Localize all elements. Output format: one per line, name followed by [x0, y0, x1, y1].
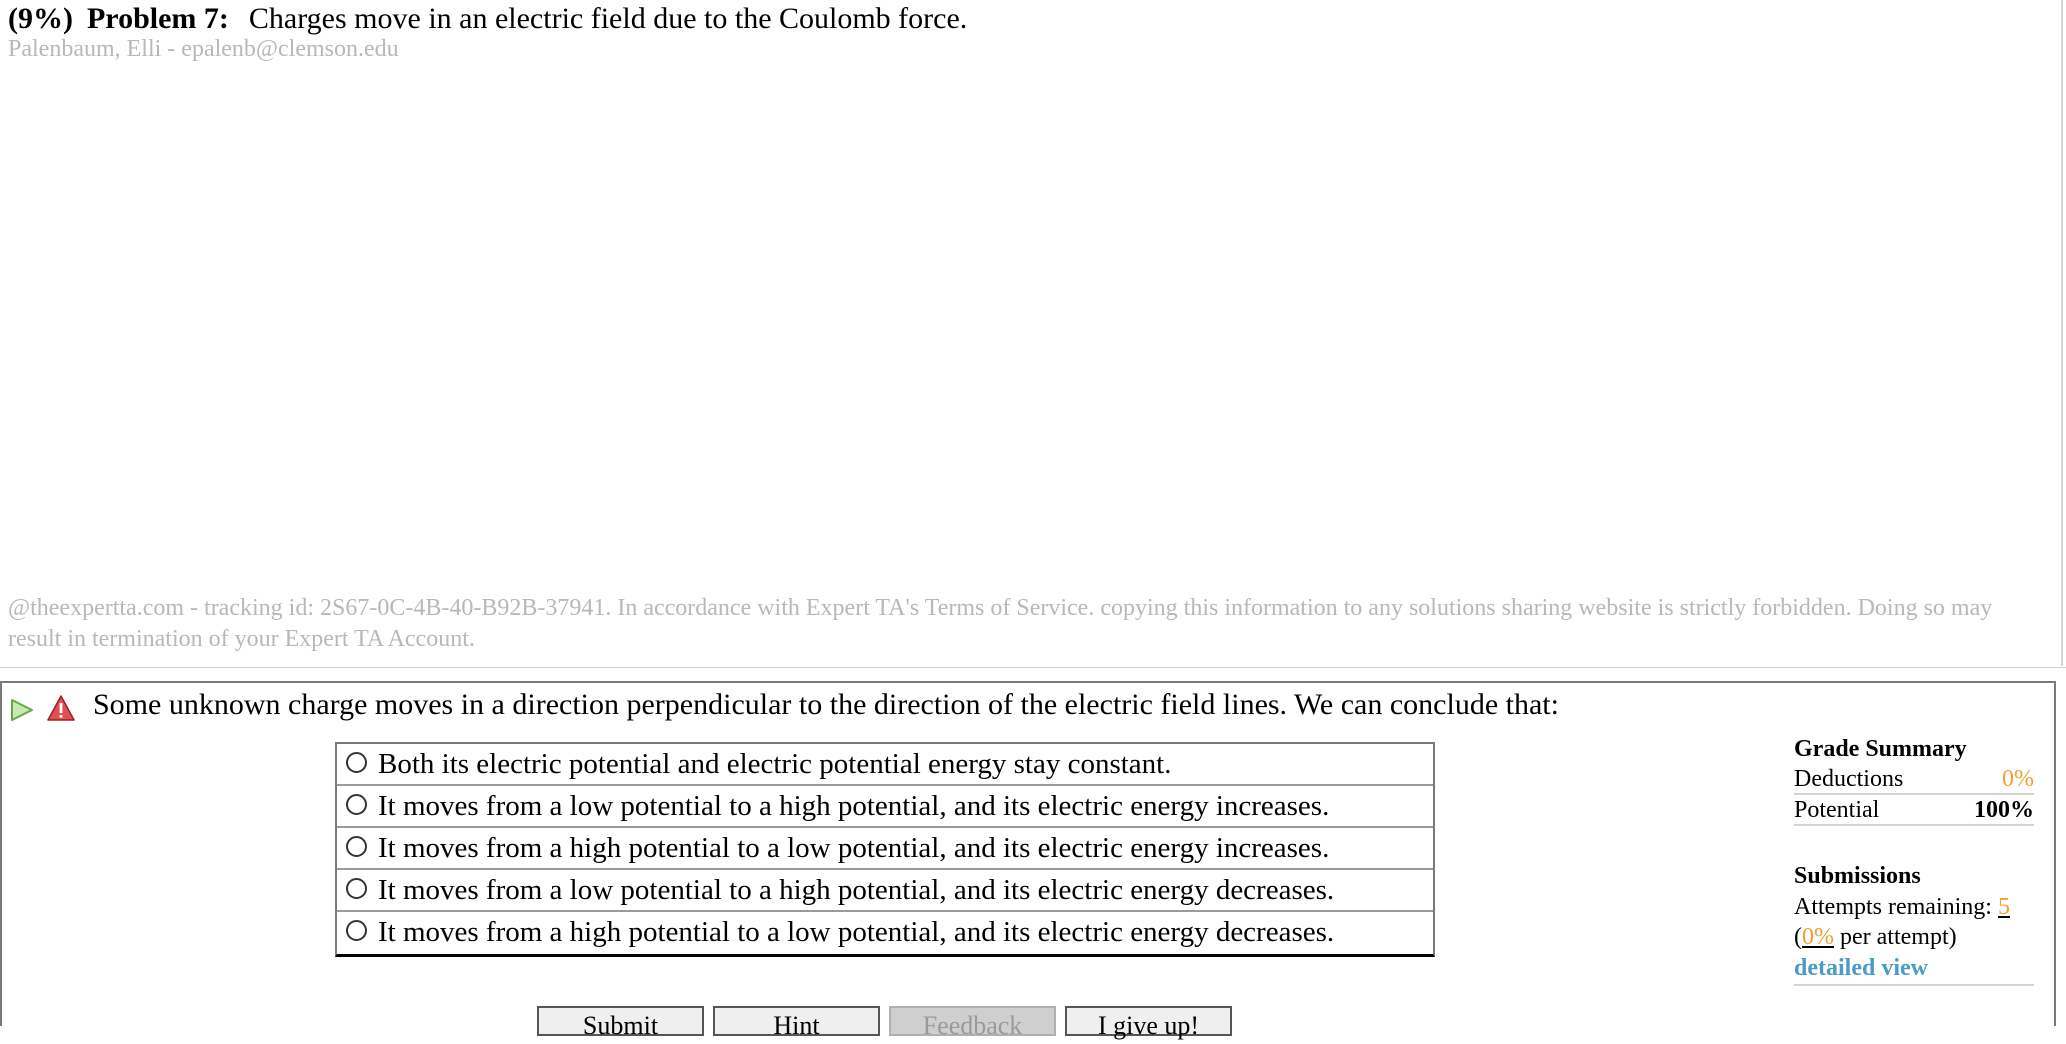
problem-number: Problem 7:	[86, 2, 229, 35]
radio-button[interactable]	[346, 836, 367, 857]
option-label: It moves from a high potential to a low potential, and its electric energy decreases.	[378, 916, 1335, 948]
per-attempt-percent: 0%	[1802, 924, 1834, 950]
option-label: Both its electric potential and electric potential energy stay constant.	[378, 748, 1172, 780]
potential-label: Potential	[1794, 797, 1880, 823]
attempts-value: 5	[1997, 894, 2010, 920]
deductions-value: 0%	[2002, 766, 2034, 792]
tracking-notice: @theexpertta.com - tracking id: 2S67-0C-4B-40-B92B-37941. In accordance with Expert TA's Terms of Service. copying this information to any solutions sharing website is strictly forbidden. Doing so may result in termination of your Expert TA Account.	[8, 595, 1993, 652]
question-text: Some unknown charge moves in a direction perpendicular to the direction of the electric field lines. We can conclude that:	[93, 688, 1559, 721]
right-divider	[2061, 0, 2063, 666]
potential-value: 100%	[1974, 797, 2034, 823]
attempts-remaining	[1794, 892, 2034, 922]
feedback-button[interactable]: Feedback	[889, 1006, 1056, 1036]
grade-summary-title: Grade Summary	[1794, 736, 1967, 762]
deductions-label: Deductions	[1794, 766, 1904, 792]
give-up-button[interactable]: I give up!	[1065, 1006, 1232, 1036]
section-divider	[0, 667, 2066, 668]
option-label: It moves from a low potential to a high potential, and its electric energy decreases.	[378, 874, 1335, 906]
radio-button[interactable]	[346, 794, 367, 815]
per-attempt-text: per attempt)	[1840, 924, 1957, 950]
per-attempt-deduction	[1794, 922, 2034, 952]
radio-button[interactable]	[346, 920, 367, 941]
hint-button[interactable]: Hint	[713, 1006, 880, 1036]
answer-option[interactable]	[337, 828, 1433, 870]
option-label: It moves from a low potential to a high potential, and its electric energy increases.	[378, 790, 1330, 822]
deductions-row	[1794, 764, 2034, 795]
grade-summary-panel	[1794, 734, 2034, 986]
student-info: Palenbaum, Elli - epalenb@clemson.edu	[8, 36, 399, 62]
answer-option[interactable]	[337, 744, 1433, 786]
submissions-title: Submissions	[1794, 863, 1921, 889]
potential-row	[1794, 795, 2034, 826]
per-attempt-paren: (	[1794, 924, 1802, 950]
problem-title: Charges move in an electric field due to the Coulomb force.	[248, 2, 968, 35]
answer-options	[335, 742, 1435, 957]
option-label: It moves from a high potential to a low potential, and its electric energy increases.	[378, 832, 1330, 864]
answer-option[interactable]	[337, 786, 1433, 828]
radio-button[interactable]	[346, 878, 367, 899]
problem-weight: (9%)	[8, 2, 73, 35]
submit-button[interactable]: Submit	[537, 1006, 704, 1036]
answer-option[interactable]	[337, 912, 1433, 954]
warning-icon	[47, 694, 75, 722]
problem-header	[8, 2, 967, 36]
answer-option[interactable]	[337, 870, 1433, 912]
radio-button[interactable]	[346, 752, 367, 773]
attempts-label: Attempts remaining:	[1794, 894, 1992, 920]
detailed-view-link[interactable]: detailed view	[1794, 952, 2034, 986]
expand-arrow-icon[interactable]	[9, 697, 35, 723]
